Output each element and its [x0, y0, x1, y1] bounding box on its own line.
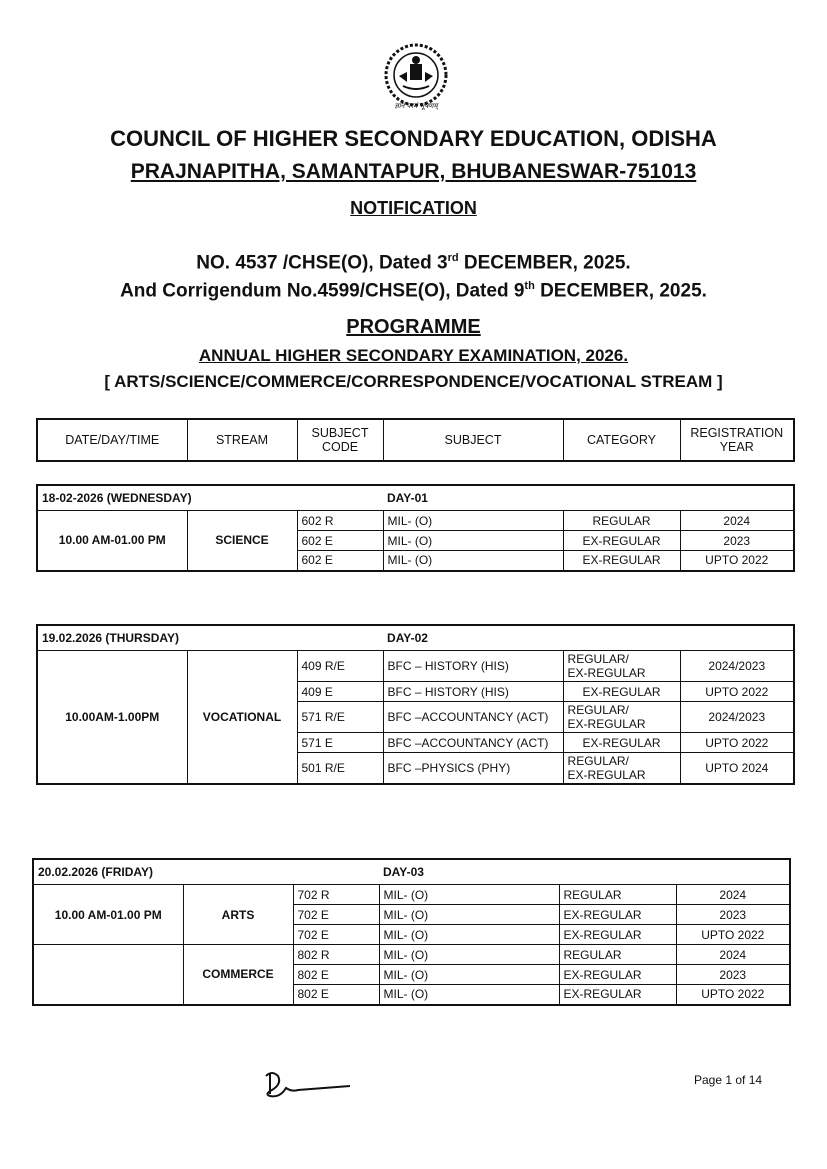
table-row-category: EX-REGULAR	[559, 925, 676, 945]
col-year: REGISTRATION YEAR	[680, 419, 794, 461]
table-row-subject: BFC –PHYSICS (PHY)	[383, 753, 563, 785]
day3-label: DAY-03	[379, 859, 790, 885]
council-address: PRAJNAPITHA, SAMANTAPUR, BHUBANESWAR-751013	[130, 160, 697, 183]
table-row-year: UPTO 2024	[680, 753, 794, 785]
table-row-code: 501 R/E	[297, 753, 383, 785]
table-row-category: EX-REGULAR	[563, 682, 680, 702]
table-row-year: 2024/2023	[680, 651, 794, 682]
programme-title: PROGRAMME	[346, 316, 481, 338]
table-row-category: REGULAR/ EX-REGULAR	[563, 753, 680, 785]
table-row-code: 571 E	[297, 733, 383, 753]
table-row-category: REGULAR/ EX-REGULAR	[563, 651, 680, 682]
table-row-year: 2024	[676, 945, 790, 965]
day2-label: DAY-02	[383, 625, 794, 651]
table-row-subject: MIL- (O)	[379, 945, 559, 965]
col-code: SUBJECT CODE	[297, 419, 383, 461]
council-name: COUNCIL OF HIGHER SECONDARY EDUCATION, ODISHA	[110, 126, 717, 151]
table-row-category: REGULAR	[563, 511, 680, 531]
table-row-code: 802 E	[293, 965, 379, 985]
table-row-code: 602 R	[297, 511, 383, 531]
table-row-year: UPTO 2022	[680, 551, 794, 571]
table-row-code: 571 R/E	[297, 702, 383, 733]
notification-title: NOTIFICATION	[350, 198, 477, 218]
table-row-year: 2023	[676, 905, 790, 925]
day2-stream: VOCATIONAL	[187, 651, 297, 785]
day1-table	[36, 484, 795, 572]
table-row-code: 409 R/E	[297, 651, 383, 682]
table-row-year: UPTO 2022	[676, 985, 790, 1005]
table-row-subject: MIL- (O)	[379, 925, 559, 945]
table-row-year: UPTO 2022	[680, 733, 794, 753]
day1-label: DAY-01	[383, 485, 794, 511]
table-row-subject: BFC –ACCOUNTANCY (ACT)	[383, 733, 563, 753]
table-row-code: 702 E	[293, 905, 379, 925]
day3-time: 10.00 AM-01.00 PM	[33, 885, 183, 945]
table-row-category: REGULAR	[559, 885, 676, 905]
table-row-year: 2023	[676, 965, 790, 985]
table-row-year: UPTO 2022	[680, 682, 794, 702]
day3-time-empty	[33, 945, 183, 1005]
table-row-year: 2023	[680, 531, 794, 551]
table-row-code: 702 E	[293, 925, 379, 945]
day3-date: 20.02.2026 (FRIDAY)	[33, 859, 379, 885]
column-header-table	[36, 418, 795, 462]
table-row-subject: MIL- (O)	[379, 905, 559, 925]
table-row-subject: MIL- (O)	[379, 885, 559, 905]
table-row-category: EX-REGULAR	[563, 551, 680, 571]
chse-emblem-icon	[383, 42, 449, 108]
col-subject: SUBJECT	[383, 419, 563, 461]
table-row-subject: BFC – HISTORY (HIS)	[383, 682, 563, 702]
table-row-subject: MIL- (O)	[383, 531, 563, 551]
table-row-code: 602 E	[297, 551, 383, 571]
exam-title: ANNUAL HIGHER SECONDARY EXAMINATION, 2026.	[198, 346, 629, 365]
day2-table	[36, 624, 795, 785]
table-row-category: EX-REGULAR	[559, 905, 676, 925]
table-row-category: EX-REGULAR	[559, 985, 676, 1005]
table-row-year: 2024/2023	[680, 702, 794, 733]
day1-time: 10.00 AM-01.00 PM	[37, 511, 187, 571]
col-date: DATE/DAY/TIME	[37, 419, 187, 461]
table-row-subject: BFC –ACCOUNTANCY (ACT)	[383, 702, 563, 733]
table-row-code: 802 R	[293, 945, 379, 965]
table-row-subject: MIL- (O)	[383, 551, 563, 571]
table-row-category: EX-REGULAR	[559, 965, 676, 985]
signature-icon	[258, 1064, 358, 1104]
emblem-motto: ज्ञानं परमं भूषणम्	[394, 103, 438, 110]
day3-stream-commerce: COMMERCE	[183, 945, 293, 1005]
day2-date: 19.02.2026 (THURSDAY)	[37, 625, 383, 651]
table-row-category: EX-REGULAR	[563, 531, 680, 551]
table-row-code: 602 E	[297, 531, 383, 551]
table-row-subject: BFC – HISTORY (HIS)	[383, 651, 563, 682]
notification-number: NO. 4537 /CHSE(O), Dated 3rd DECEMBER, 2025.	[196, 252, 631, 274]
table-row-code: 409 E	[297, 682, 383, 702]
table-row-category: REGULAR	[559, 945, 676, 965]
day3-table	[32, 858, 791, 1006]
table-row-category: REGULAR/ EX-REGULAR	[563, 702, 680, 733]
table-row-subject: MIL- (O)	[379, 985, 559, 1005]
day1-date: 18-02-2026 (WEDNESDAY)	[37, 485, 383, 511]
table-row-subject: MIL- (O)	[383, 511, 563, 531]
table-row-year: UPTO 2022	[676, 925, 790, 945]
table-row-category: EX-REGULAR	[563, 733, 680, 753]
table-row-code: 702 R	[293, 885, 379, 905]
corrigendum-number: And Corrigendum No.4599/CHSE(O), Dated 9th DECEMBER, 2025.	[120, 280, 707, 302]
table-row-year: 2024	[680, 511, 794, 531]
day1-stream: SCIENCE	[187, 511, 297, 571]
table-row-code: 802 E	[293, 985, 379, 1005]
table-row-year: 2024	[676, 885, 790, 905]
day2-time: 10.00AM-1.00PM	[37, 651, 187, 785]
table-row-subject: MIL- (O)	[379, 965, 559, 985]
streams-line: [ ARTS/SCIENCE/COMMERCE/CORRESPONDENCE/VOCATIONAL STREAM ]	[104, 372, 723, 391]
col-category: CATEGORY	[563, 419, 680, 461]
day3-stream-arts: ARTS	[183, 885, 293, 945]
col-stream: STREAM	[187, 419, 297, 461]
page-number: Page 1 of 14	[694, 1073, 763, 1087]
